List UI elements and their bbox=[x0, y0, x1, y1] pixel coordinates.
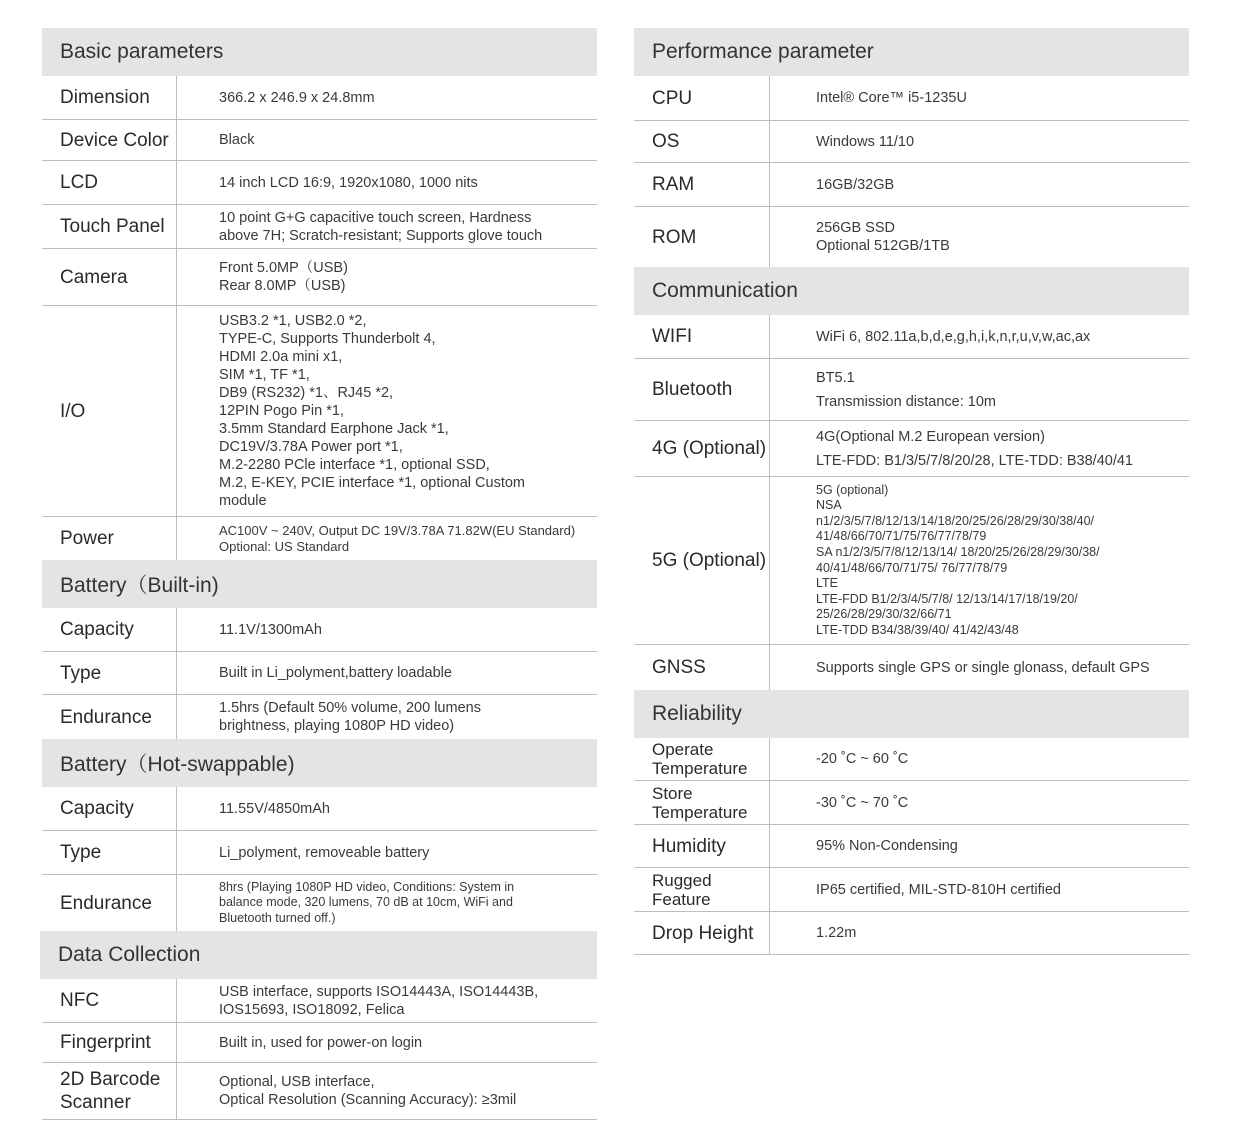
spec-row-lcd bbox=[42, 161, 597, 205]
spec-label: OS bbox=[634, 121, 770, 162]
spec-row-nfc bbox=[42, 979, 597, 1023]
spec-value: 14 inch LCD 16:9, 1920x1080, 1000 nits bbox=[219, 174, 478, 191]
section-header-basic-parameters: Basic parameters bbox=[42, 28, 597, 76]
spec-label: 2D Barcode Scanner bbox=[42, 1063, 177, 1119]
spec-row-rom bbox=[634, 207, 1189, 267]
spec-row-drop-height bbox=[634, 912, 1189, 955]
spec-value: Front 5.0MP（USB) Rear 8.0MP（USB) bbox=[219, 260, 348, 294]
spec-row-store-temperature bbox=[634, 781, 1189, 825]
spec-label: Capacity bbox=[42, 787, 177, 830]
spec-value: IP65 certified, MIL-STD-810H certified bbox=[816, 881, 1061, 898]
spec-label: Drop Height bbox=[634, 912, 770, 954]
spec-row-capacity bbox=[42, 608, 597, 652]
spec-value: USB interface, supports ISO14443A, ISO14443B, IOS15693, ISO18092, Felica bbox=[219, 983, 539, 1018]
spec-row-5g bbox=[634, 477, 1189, 645]
spec-label: Humidity bbox=[634, 825, 770, 867]
spec-label: RAM bbox=[634, 163, 770, 206]
spec-label: LCD bbox=[42, 161, 177, 204]
spec-row-dimension bbox=[42, 76, 597, 120]
spec-label: WIFI bbox=[634, 315, 770, 358]
spec-value: Windows 11/10 bbox=[816, 133, 915, 150]
spec-value: WiFi 6, 802.11a,b,d,e,g,h,i,k,n,r,u,v,w,ac,ax bbox=[816, 328, 1091, 345]
spec-value: 1.22m bbox=[816, 925, 857, 941]
spec-row-bluetooth bbox=[634, 359, 1189, 421]
spec-row-fingerprint bbox=[42, 1023, 597, 1063]
spec-row-device-color bbox=[42, 120, 597, 161]
spec-value: 16GB/32GB bbox=[816, 176, 895, 193]
spec-label: Operate Temperature bbox=[634, 738, 770, 780]
spec-value: 256GB SSD Optional 512GB/1TB bbox=[816, 220, 950, 254]
spec-value: Optional, USB interface, Optical Resolution (Scanning Accuracy): ≥3mil bbox=[219, 1074, 517, 1108]
spec-value: 8hrs (Playing 1080P HD video, Conditions: System in balance mode, 320 lumens, 70 dB at 10cm, WiFi and Bluetooth turned off.) bbox=[219, 879, 515, 925]
spec-label: Type bbox=[42, 831, 177, 874]
spec-label: NFC bbox=[42, 979, 177, 1022]
spec-row-cpu bbox=[634, 76, 1189, 121]
spec-value: AC100V ~ 240V, Output DC 19V/3.78A 71.82W(EU Standard) Optional: US Standard bbox=[219, 522, 576, 554]
spec-value: BT5.1 Transmission distance: 10m bbox=[816, 369, 996, 410]
left-spec-column bbox=[42, 28, 597, 1120]
spec-label: Dimension bbox=[42, 76, 177, 119]
spec-row-type bbox=[42, 831, 597, 875]
spec-row-type bbox=[42, 652, 597, 695]
spec-value: Built in Li_polyment,battery loadable bbox=[219, 665, 452, 681]
spec-row-humidity bbox=[634, 825, 1189, 868]
spec-row-capacity bbox=[42, 787, 597, 831]
section-header-communication: Communication bbox=[634, 267, 1189, 315]
spec-label: 5G (Optional) bbox=[634, 477, 770, 644]
spec-label: ROM bbox=[634, 207, 770, 267]
spec-label: GNSS bbox=[634, 645, 770, 690]
section-header-data-collection: Data Collection bbox=[40, 931, 597, 979]
spec-value: -20 ˚C ~ 60 ˚C bbox=[816, 751, 909, 767]
spec-label: 4G (Optional) bbox=[634, 421, 770, 476]
spec-label: Power bbox=[42, 517, 177, 560]
section-header-performance-parameter: Performance parameter bbox=[634, 28, 1189, 76]
spec-row-camera bbox=[42, 249, 597, 306]
spec-label: Bluetooth bbox=[634, 359, 770, 420]
spec-value: 11.55V/4850mAh bbox=[219, 800, 330, 817]
spec-label: Rugged Feature bbox=[634, 868, 770, 911]
spec-label: CPU bbox=[634, 76, 770, 120]
section-header-battery-built-in: Battery（Built-in) bbox=[42, 560, 597, 608]
spec-label: Type bbox=[42, 652, 177, 694]
spec-value: 1.5hrs (Default 50% volume, 200 lumens brightness, playing 1080P HD video) bbox=[219, 700, 481, 734]
spec-row-operate-temperature bbox=[634, 738, 1189, 781]
spec-label: Touch Panel bbox=[42, 205, 177, 248]
spec-value: Intel® Core™ i5-1235U bbox=[816, 90, 967, 106]
spec-row-os bbox=[634, 121, 1189, 163]
section-header-battery-hot-swappable: Battery（Hot-swappable) bbox=[42, 739, 597, 787]
spec-value: 10 point G+G capacitive touch screen, Hardness above 7H; Scratch-resistant; Supports glove touch bbox=[219, 209, 543, 244]
spec-label: Device Color bbox=[42, 120, 177, 160]
spec-value: Built in, used for power-on login bbox=[219, 1034, 423, 1051]
spec-row-power bbox=[42, 517, 597, 560]
spec-label: Camera bbox=[42, 249, 177, 305]
spec-value: 5G (optional) NSA n1/2/3/5/7/8/12/13/14/18/20/25/26/28/29/30/38/40/ 41/48/66/70/71/75/76/77/78/79 SA n1/2/3/5/7/8/12/13/14/ 18/20/25/26/28/29/30/38/ 40/41/48/66/70/71/75/ 76/77/78/79 LTE LTE-FDD B1/2/3/4/5/7/8/ 12/13/14/17/18/19/20/ 25/26/28/29/30/32/66/71 LTE-TDD B34/38/39/40/ 41/42/43/48 bbox=[816, 482, 1100, 637]
right-spec-column bbox=[634, 28, 1189, 955]
spec-value: Li_polyment, removeable battery bbox=[219, 844, 430, 861]
spec-label: Fingerprint bbox=[42, 1023, 177, 1062]
spec-value: 4G(Optional M.2 European version) LTE-FDD: B1/3/5/7/8/20/28, LTE-TDD: B38/40/41 bbox=[816, 428, 1133, 469]
spec-label: I/O bbox=[42, 306, 177, 516]
spec-row-io bbox=[42, 306, 597, 517]
spec-label: Store Temperature bbox=[634, 781, 770, 824]
spec-value: Supports single GPS or single glonass, default GPS bbox=[816, 659, 1150, 676]
section-header-reliability: Reliability bbox=[634, 690, 1189, 738]
spec-row-4g bbox=[634, 421, 1189, 477]
spec-row-2d-barcode-scanner bbox=[42, 1063, 597, 1120]
spec-label: Capacity bbox=[42, 608, 177, 651]
spec-value: USB3.2 *1, USB2.0 *2, TYPE-C, Supports Thunderbolt 4, HDMI 2.0a mini x1, SIM *1, TF *1, DB9 (RS232) *1、RJ45 *2, 12PIN Pogo Pin *1, 3.5mm Standard Earphone Jack *1, DC19V/3.78A Power port *1, M.2-2280 PCle interface *1, optional SSD, M.2, E-KEY, PCIE interface *1, optional Custom module bbox=[219, 313, 525, 509]
spec-value: -30 ˚C ~ 70 ˚C bbox=[816, 794, 909, 811]
spec-value: 366.2 x 246.9 x 24.8mm bbox=[219, 89, 375, 106]
spec-row-rugged-feature bbox=[634, 868, 1189, 912]
spec-value: 11.1V/1300mAh bbox=[219, 621, 322, 638]
spec-row-ram bbox=[634, 163, 1189, 207]
spec-row-gnss bbox=[634, 645, 1189, 690]
spec-row-endurance bbox=[42, 875, 597, 931]
spec-value: 95% Non-Condensing bbox=[816, 838, 958, 854]
spec-label: Endurance bbox=[42, 875, 177, 931]
spec-row-endurance bbox=[42, 695, 597, 739]
spec-value: Black bbox=[219, 132, 255, 148]
spec-label: Endurance bbox=[42, 695, 177, 739]
spec-row-touch-panel bbox=[42, 205, 597, 249]
spec-row-wifi bbox=[634, 315, 1189, 359]
